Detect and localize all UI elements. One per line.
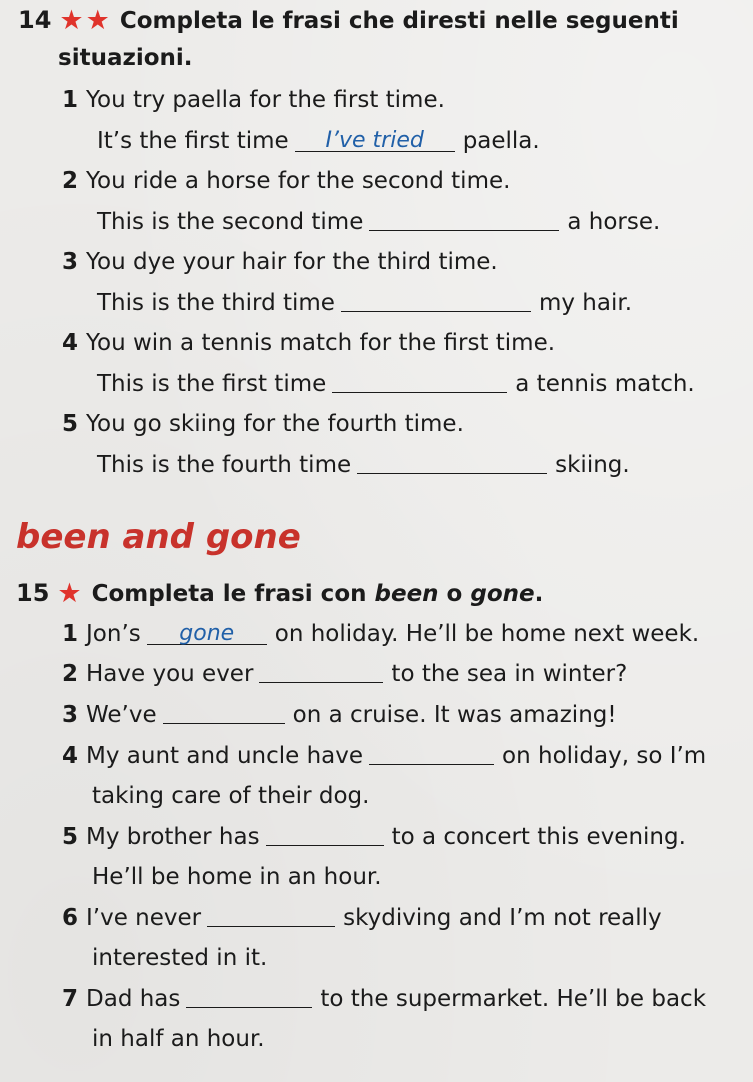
answer-blank[interactable] bbox=[332, 370, 507, 393]
answer-blank[interactable] bbox=[259, 660, 383, 683]
sentence-after: on holiday. He’ll be home next week. bbox=[274, 621, 700, 647]
ex14-number: 14 bbox=[18, 6, 52, 34]
ex14-item-2-sentence bbox=[97, 208, 660, 236]
item-number: 2 bbox=[62, 168, 79, 194]
sentence-before: My aunt and uncle have bbox=[86, 743, 364, 769]
sentence-before: This is the second time bbox=[97, 209, 364, 235]
ex14-item-4-situation bbox=[62, 329, 555, 357]
item-number: 5 bbox=[62, 411, 79, 437]
answer-blank[interactable] bbox=[207, 904, 335, 927]
ex15-item-4-cont: taking care of their dog. bbox=[92, 783, 370, 809]
ex15-item-7 bbox=[62, 985, 706, 1013]
answer-blank[interactable] bbox=[186, 985, 312, 1008]
ex15-item-5-cont: He’ll be home in an hour. bbox=[92, 864, 382, 890]
sentence-before: We’ve bbox=[86, 702, 157, 728]
sentence-before: This is the first time bbox=[97, 371, 327, 397]
situation-text: You go skiing for the fourth time. bbox=[86, 411, 464, 437]
ex15-item-3 bbox=[62, 701, 617, 729]
item-number: 4 bbox=[62, 743, 79, 769]
sentence-after: to the supermarket. He’ll be back bbox=[320, 986, 707, 1012]
ex15-item-6 bbox=[62, 904, 662, 932]
answer-blank[interactable] bbox=[295, 129, 455, 152]
sentence-before: My brother has bbox=[86, 824, 260, 850]
ex14-item-1-situation bbox=[62, 86, 445, 114]
ex15-item-6-cont: interested in it. bbox=[92, 945, 268, 971]
sentence-after: on holiday, so I’m bbox=[502, 743, 707, 769]
answer-blank[interactable] bbox=[266, 823, 384, 846]
ex14-item-4-sentence bbox=[97, 370, 695, 398]
sentence-after: a tennis match. bbox=[515, 371, 695, 397]
sentence-before: It’s the first time bbox=[97, 128, 289, 154]
item-number: 2 bbox=[62, 661, 79, 687]
situation-text: You ride a horse for the second time. bbox=[86, 168, 511, 194]
sentence-before: Dad has bbox=[86, 986, 181, 1012]
sentence-after: to the sea in winter? bbox=[391, 661, 628, 687]
sentence-after: to a concert this evening. bbox=[391, 824, 686, 850]
ex14-item-3-situation bbox=[62, 248, 498, 276]
ex15-number: 15 bbox=[16, 579, 50, 607]
sentence-after: my hair. bbox=[538, 290, 633, 316]
sentence-after: a horse. bbox=[567, 209, 661, 235]
section-heading: been and gone bbox=[16, 517, 301, 557]
item-number: 5 bbox=[62, 824, 79, 850]
item-number: 4 bbox=[62, 330, 79, 356]
sentence-after: skiing. bbox=[555, 452, 630, 478]
ex14-header bbox=[18, 6, 679, 35]
item-number: 1 bbox=[62, 87, 79, 113]
item-number: 3 bbox=[62, 702, 79, 728]
ex14-instruction: Completa le frasi che diresti nelle seguenti bbox=[119, 8, 679, 34]
ex15-item-2 bbox=[62, 660, 627, 688]
answer-text: gone bbox=[179, 621, 235, 646]
ex15-item-1 bbox=[62, 620, 699, 648]
sentence-before: I’ve never bbox=[86, 905, 202, 931]
ex15-instruction bbox=[92, 581, 544, 607]
star-icon: ★ bbox=[57, 578, 82, 609]
answer-text: I’ve tried bbox=[325, 128, 424, 153]
item-number: 6 bbox=[62, 905, 79, 931]
ex15-item-7-cont: in half an hour. bbox=[92, 1026, 265, 1052]
ex14-item-5-sentence bbox=[97, 451, 630, 479]
ex15-item-5 bbox=[62, 823, 686, 851]
sentence-after: paella. bbox=[462, 128, 540, 154]
answer-blank[interactable] bbox=[341, 289, 531, 312]
ex14-instruction-cont: situazioni. bbox=[58, 45, 193, 71]
situation-text: You win a tennis match for the first time. bbox=[86, 330, 556, 356]
sentence-before: Jon’s bbox=[86, 621, 141, 647]
ex14-item-2-situation bbox=[62, 167, 510, 195]
sentence-before: This is the third time bbox=[97, 290, 335, 316]
item-number: 1 bbox=[62, 621, 79, 647]
sentence-after: on a cruise. It was amazing! bbox=[292, 702, 617, 728]
ex14-item-5-situation bbox=[62, 410, 464, 438]
star-icon: ★ bbox=[59, 5, 84, 36]
ex15-header bbox=[16, 579, 543, 608]
situation-text: You try paella for the first time. bbox=[86, 87, 445, 113]
sentence-before: This is the fourth time bbox=[97, 452, 352, 478]
instruction-text: o bbox=[438, 581, 471, 607]
ex14-item-3-sentence bbox=[97, 289, 632, 317]
instruction-text: Completa le frasi con bbox=[91, 581, 375, 607]
instruction-em-gone: gone bbox=[470, 581, 535, 607]
sentence-after: skydiving and I’m not really bbox=[343, 905, 662, 931]
answer-blank[interactable] bbox=[163, 701, 285, 724]
ex15-item-4 bbox=[62, 742, 706, 770]
instruction-text: . bbox=[534, 581, 544, 607]
item-number: 3 bbox=[62, 249, 79, 275]
ex14-item-1-sentence bbox=[97, 127, 540, 155]
situation-text: You dye your hair for the third time. bbox=[86, 249, 498, 275]
instruction-em-been: been bbox=[374, 581, 439, 607]
answer-blank[interactable] bbox=[147, 622, 267, 645]
star-icon: ★ bbox=[85, 5, 110, 36]
item-number: 7 bbox=[62, 986, 79, 1012]
answer-blank[interactable] bbox=[357, 451, 547, 474]
sentence-before: Have you ever bbox=[86, 661, 254, 687]
answer-blank[interactable] bbox=[369, 742, 494, 765]
answer-blank[interactable] bbox=[369, 208, 559, 231]
